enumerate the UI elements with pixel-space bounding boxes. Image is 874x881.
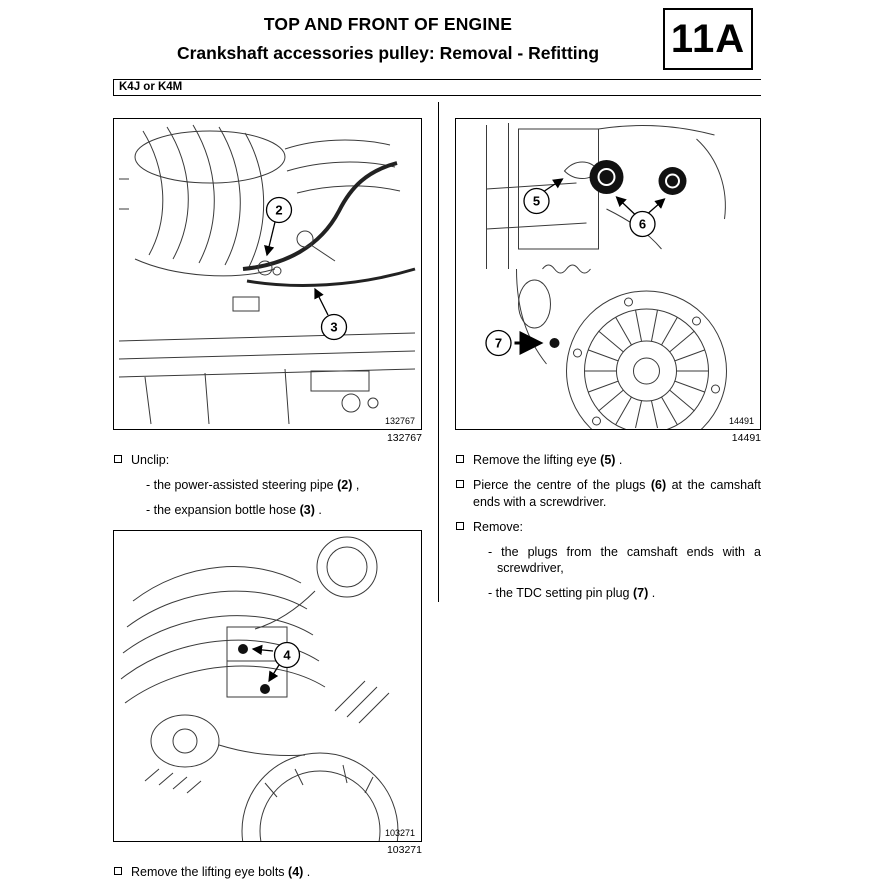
- step-remove: [455, 519, 761, 536]
- tdc-pin-plug: [550, 338, 560, 348]
- figure-steering-pipe-hose: [113, 118, 422, 430]
- figure-ref-inner: 132767: [384, 416, 415, 426]
- figure-ref: 103271: [386, 843, 422, 856]
- page-title: TOP AND FRONT OF ENGINE: [263, 14, 513, 34]
- figure-ref-inner: 14491: [728, 416, 754, 426]
- section-code: 11A: [670, 16, 746, 61]
- engine-illustration-bottom: [114, 531, 421, 841]
- camshaft-plug-left: [590, 160, 624, 194]
- square-bullet-icon: [114, 455, 122, 463]
- left-column: [113, 118, 422, 881]
- callout-7-label: 7: [494, 335, 503, 351]
- square-bullet-icon: [456, 455, 464, 463]
- step-unclip: [113, 452, 422, 469]
- section-code-box: [663, 8, 753, 70]
- figure-ref-inner: 103271: [384, 827, 415, 838]
- callout-4-label: 4: [283, 647, 291, 663]
- engine-variant-bar: [113, 79, 761, 96]
- step-remove-lifting-eye: Remove the lifting eye (5) .: [455, 452, 761, 469]
- page-header: [113, 8, 761, 70]
- step-pierce-plugs: Pierce the centre of the plugs (6) at the camshaft ends with a screwdriver.: [455, 477, 761, 511]
- manual-page: [113, 0, 761, 881]
- figure-camshaft-plugs: [455, 118, 761, 430]
- callout-3-label: 3: [330, 319, 338, 335]
- step-unclip-lead: Unclip:: [131, 453, 170, 467]
- step-remove-lead: Remove:: [473, 519, 524, 534]
- content-columns: [113, 118, 761, 881]
- engine-variant-label: K4J or K4M: [119, 81, 183, 93]
- callout-3: [315, 289, 347, 340]
- camshaft-plug-right: [659, 167, 687, 195]
- bolt-target-b: [260, 684, 270, 694]
- square-bullet-icon: [456, 480, 464, 488]
- figure-ref: 14491: [731, 432, 761, 444]
- callout-5-label: 5: [532, 193, 541, 209]
- callout-4: [253, 642, 300, 681]
- callout-7: [486, 331, 541, 356]
- callout-6: [617, 197, 665, 237]
- figure-lifting-eye-bolts: [113, 530, 422, 842]
- figure-ref: 132767: [386, 432, 422, 444]
- page-subtitle: Crankshaft accessories pulley: Removal - Refitting: [176, 43, 600, 63]
- callout-6-label: 6: [638, 216, 647, 232]
- substep-tdc-plug: - the TDC setting pin plug (7) .: [488, 586, 656, 601]
- substep-steering-pipe: - the power-assisted steering pipe (2) ,: [146, 477, 360, 492]
- square-bullet-icon: [456, 522, 464, 530]
- engine-illustration-top: [114, 119, 421, 429]
- step-lifting-eye-bolts: Remove the lifting eye bolts (4) .: [113, 864, 422, 881]
- header-titles: [113, 8, 663, 64]
- callout-2-label: 2: [275, 202, 283, 218]
- column-divider: [438, 102, 439, 602]
- engine-illustration-right: [456, 119, 760, 429]
- substep-expansion-hose: - the expansion bottle hose (3) .: [146, 502, 322, 517]
- square-bullet-icon: [114, 867, 122, 875]
- right-column: [455, 118, 761, 881]
- bolt-target-a: [238, 644, 248, 654]
- callout-2: [267, 198, 292, 256]
- substep-plugs: - the plugs from the camshaft ends with a screwdriver,: [488, 544, 761, 576]
